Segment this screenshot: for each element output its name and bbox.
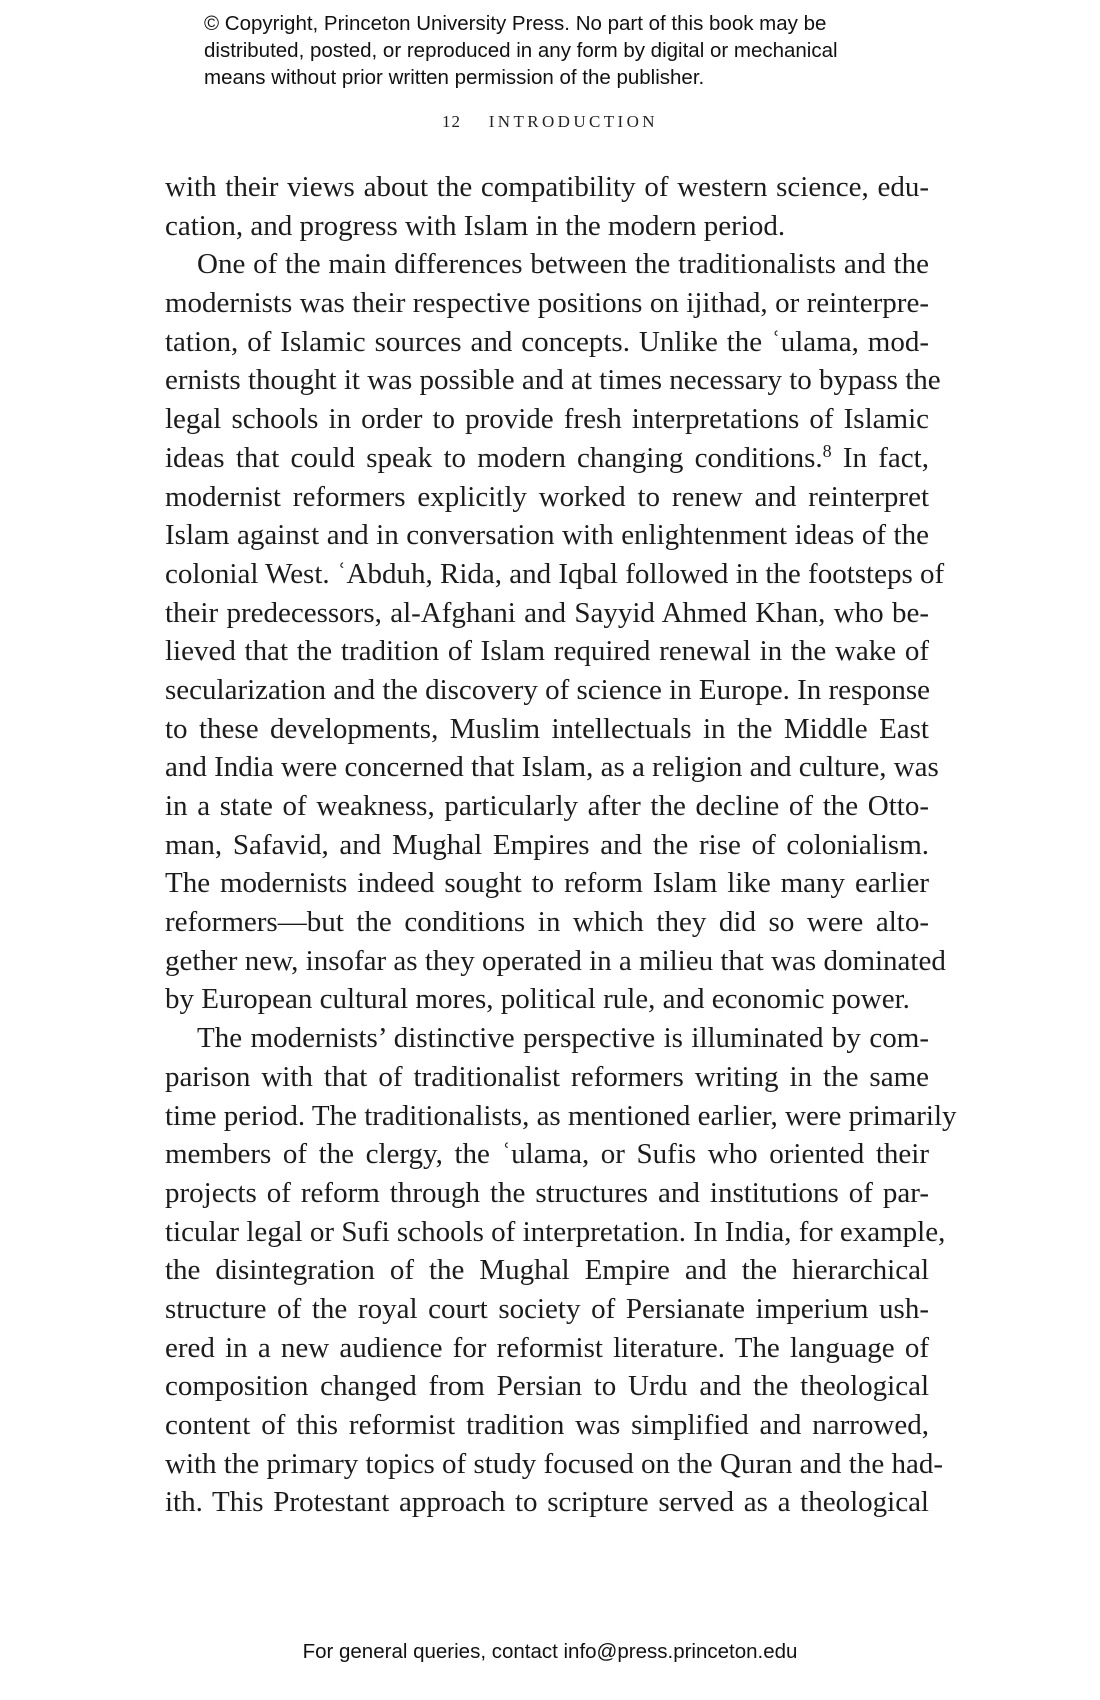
- section-title: INTRODUCTION: [488, 112, 658, 131]
- text-line: with the primary topics of study focused on the Quran and the had-: [165, 1447, 943, 1480]
- text-line: parison with that of traditionalist reformers writing in the same: [165, 1060, 929, 1093]
- text-line: gether new, insofar as they operated in a milieu that was dominated: [165, 944, 946, 977]
- text-segment: In fact,: [831, 441, 929, 474]
- text-line: projects of reform through the structures and institutions of par-: [165, 1176, 929, 1209]
- text-line: with their views about the compatibility of western science, edu-: [165, 171, 929, 203]
- text-line: their predecessors, al-Afghani and Sayyid Ahmed Khan, who be-: [165, 596, 929, 629]
- text-line: lieved that the tradition of Islam required renewal in the wake of: [165, 635, 929, 668]
- text-line: ticular legal or Sufi schools of interpretation. In India, for example,: [165, 1215, 946, 1248]
- text-line: in a state of weakness, particularly after the decline of the Otto-: [165, 790, 929, 822]
- text-line: ith. This Protestant approach to scripture served as a theological: [165, 1486, 929, 1519]
- text-line: reformers—but the conditions in which they did so were alto-: [165, 906, 929, 939]
- text-line: members of the clergy, the ʿulama, or Sufis who oriented their: [165, 1138, 929, 1171]
- copyright-line: distributed, posted, or reproduced in any form by digital or mechanical: [204, 39, 838, 62]
- text-line: ered in a new audience for reformist literature. The language of: [165, 1331, 929, 1364]
- text-line: Islam against and in conversation with enlightenment ideas of the: [165, 519, 929, 552]
- text-line: composition changed from Persian to Urdu and the theological: [165, 1370, 929, 1403]
- text-line: modernist reformers explicitly worked to renew and reinterpret: [165, 480, 929, 513]
- text-line: ernists thought it was possible and at times necessary to bypass the: [165, 364, 941, 397]
- text-line-with-footnote: [165, 439, 929, 478]
- footnote-reference: 8: [822, 440, 832, 461]
- text-segment: ideas that could speak to modern changing conditions.: [165, 441, 823, 474]
- text-line: content of this reformist tradition was simplified and narrowed,: [165, 1409, 929, 1441]
- paragraph-start-line: One of the main differences between the traditionalists and the: [197, 248, 929, 281]
- text-line: tation, of Islamic sources and concepts. Unlike the ʿulama, mod-: [165, 325, 929, 358]
- paragraph-start-line: The modernists’ distinctive perspective is illuminated by com-: [197, 1022, 929, 1055]
- copyright-line: means without prior written permission of the publisher.: [204, 66, 705, 89]
- text-line: colonial West. ʿAbduh, Rida, and Iqbal followed in the footsteps of: [165, 557, 945, 590]
- text-line: and India were concerned that Islam, as a religion and culture, was: [165, 751, 939, 784]
- text-line: secularization and the discovery of science in Europe. In response: [165, 673, 930, 706]
- body-text: [165, 168, 957, 1522]
- text-line: time period. The traditionalists, as mentioned earlier, were primarily: [165, 1099, 957, 1132]
- footer-contact: For general queries, contact info@press.princeton.edu: [302, 1640, 798, 1663]
- text-line: to these developments, Muslim intellectuals in the Middle East: [165, 712, 929, 745]
- running-head: [0, 112, 1100, 132]
- text-line: man, Safavid, and Mughal Empires and the rise of colonialism.: [165, 828, 929, 861]
- text-line: cation, and progress with Islam in the modern period.: [165, 209, 786, 242]
- text-line: legal schools in order to provide fresh interpretations of Islamic: [165, 403, 929, 436]
- text-line: modernists was their respective positions on ijithad, or reinterpre-: [165, 287, 929, 320]
- page-number: 12: [442, 112, 462, 131]
- text-line: the disintegration of the Mughal Empire and the hierarchical: [165, 1254, 929, 1287]
- text-line: structure of the royal court society of Persianate imperium ush-: [165, 1292, 929, 1325]
- text-line: by European cultural mores, political rule, and economic power.: [165, 983, 910, 1016]
- copyright-notice: [204, 10, 964, 91]
- copyright-line: © Copyright, Princeton University Press. No part of this book may be: [204, 12, 827, 35]
- text-line: The modernists indeed sought to reform Islam like many earlier: [165, 867, 929, 900]
